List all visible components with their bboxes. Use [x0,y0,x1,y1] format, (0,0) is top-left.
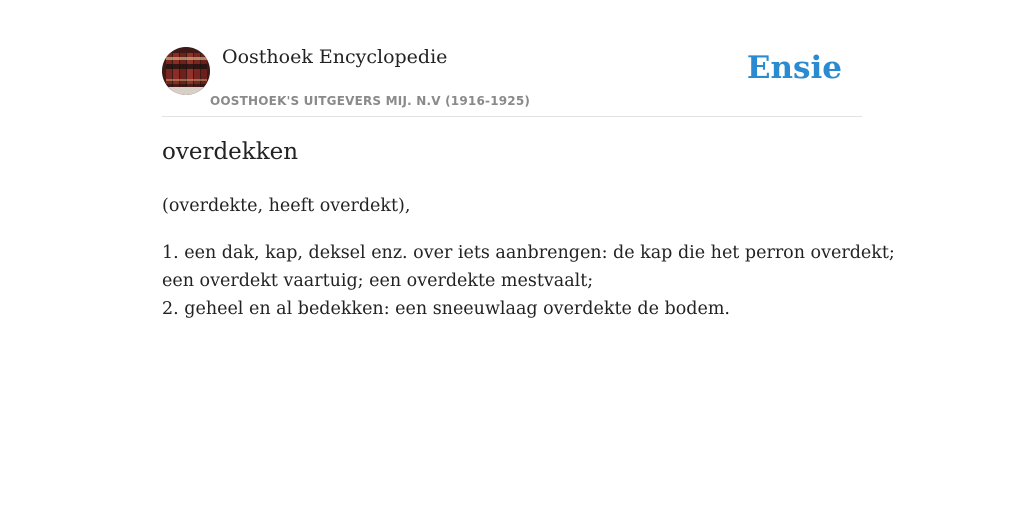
brand-logo[interactable]: Ensie [746,50,842,86]
definition-line: 2. geheel en al bedekken: een sneeuwlaag overdekte de bodem. [162,299,730,319]
source-title[interactable]: Oosthoek Encyclopedie [222,46,448,68]
definition-line: 1. een dak, kap, deksel enz. over iets aanbrengen: de kap die het perron overdekt; [162,243,895,263]
definition-line: een overdekt vaartuig; een overdekte mestvaalt; [162,271,594,291]
entry-definitions [162,239,895,323]
entry-forms: (overdekte, heeft overdekt), [162,196,411,216]
entry-headword: overdekken [162,139,299,165]
source-subtitle: OOSTHOEK'S UITGEVERS MIJ. N.V (1916-1925) [210,94,531,108]
encyclopedia-books-icon[interactable] [162,47,210,95]
source-header [162,40,862,117]
